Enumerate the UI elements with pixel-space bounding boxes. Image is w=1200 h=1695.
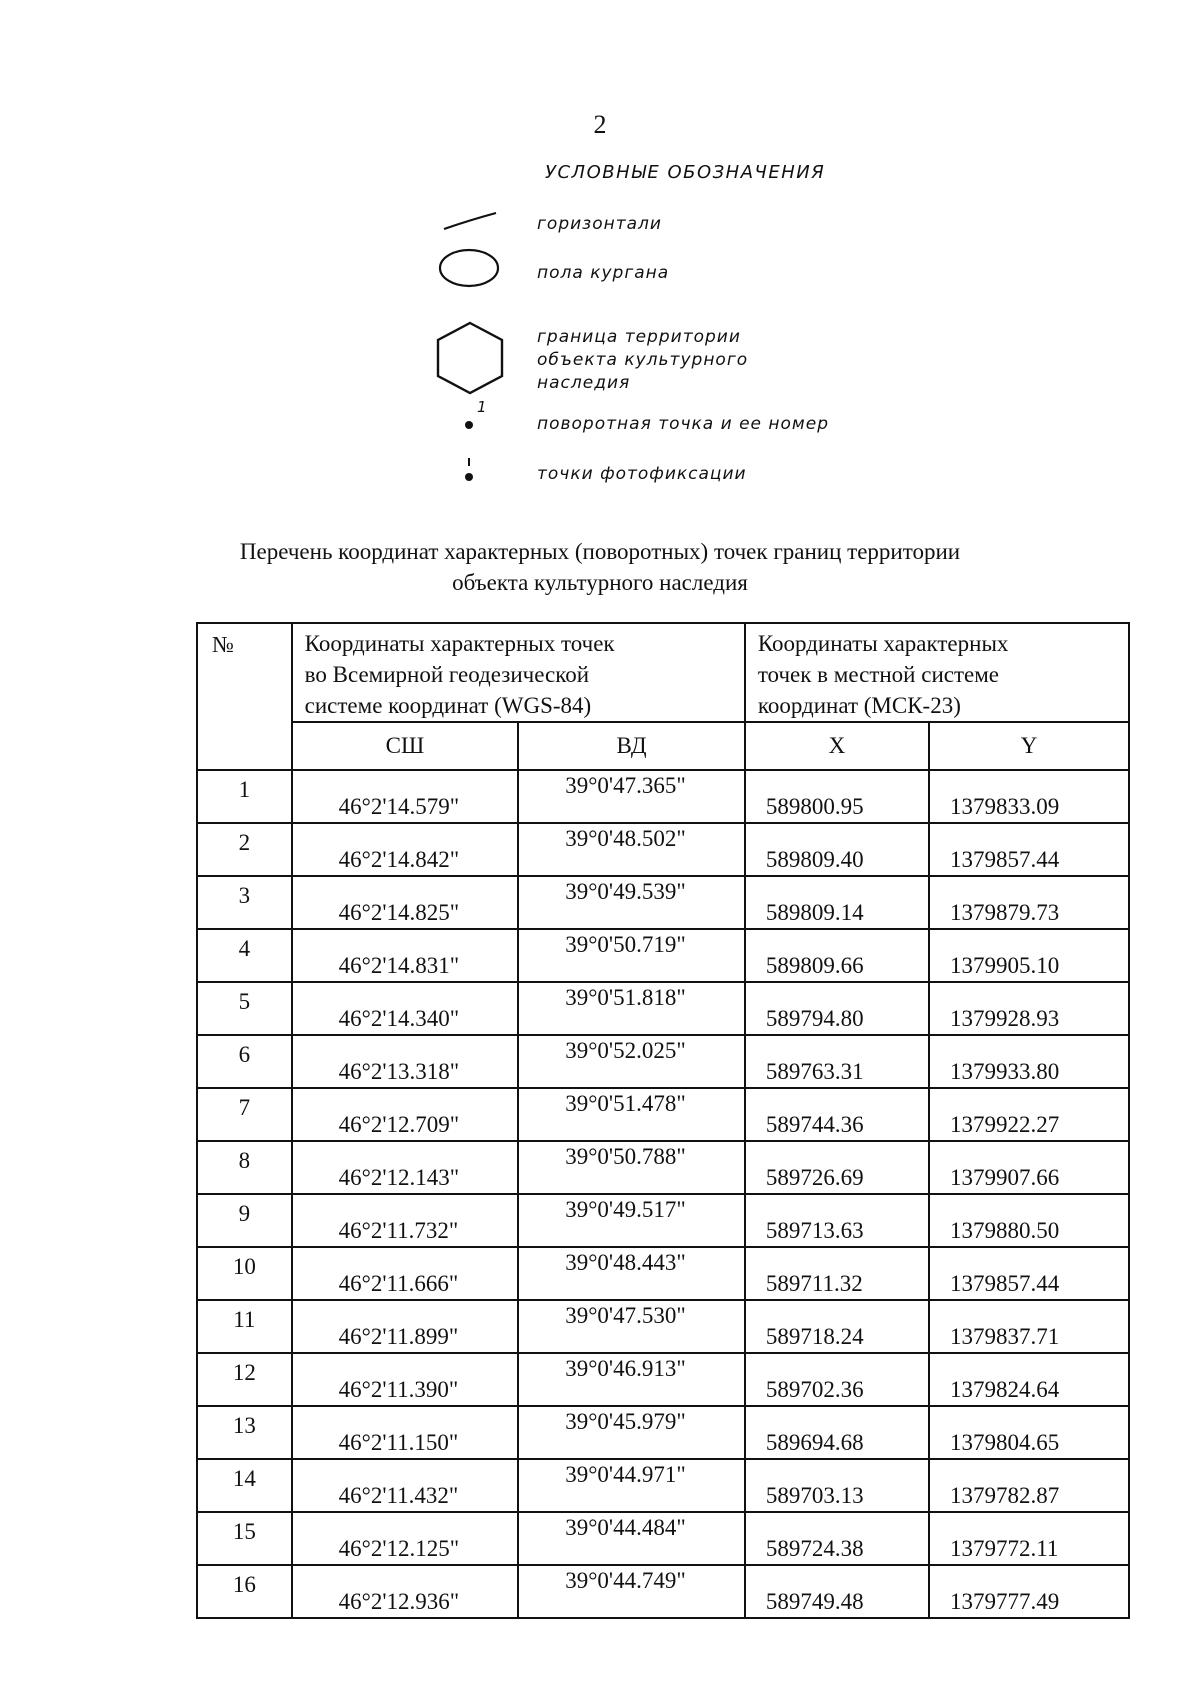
cell-latitude: 46°2'12.143" bbox=[292, 1141, 519, 1194]
cell-latitude: 46°2'14.831" bbox=[292, 929, 519, 982]
cell-x: 589694.68 bbox=[745, 1406, 929, 1459]
cell-longitude: 39°0'49.539" bbox=[518, 876, 745, 929]
boundary-hexagon-icon bbox=[434, 320, 506, 396]
cell-longitude: 39°0'44.484" bbox=[518, 1512, 745, 1565]
cell-latitude: 46°2'11.432" bbox=[292, 1459, 519, 1512]
table-row bbox=[197, 1194, 1129, 1247]
cell-y: 1379804.65 bbox=[929, 1406, 1129, 1459]
cell-x: 589800.95 bbox=[745, 770, 929, 823]
legend-title: УСЛОВНЫЕ ОБОЗНАЧЕНИЯ bbox=[545, 162, 826, 183]
table-row bbox=[197, 982, 1129, 1035]
cell-number: 1 bbox=[197, 770, 292, 823]
cell-x: 589809.14 bbox=[745, 876, 929, 929]
cell-x: 589726.69 bbox=[745, 1141, 929, 1194]
header-wgs84-line-3: системе координат (WGS-84) bbox=[304, 693, 592, 718]
legend-label-boundary bbox=[537, 326, 748, 395]
table-row bbox=[197, 1459, 1129, 1512]
turning-point-icon bbox=[462, 418, 476, 432]
cell-y: 1379928.93 bbox=[929, 982, 1129, 1035]
table-header-row bbox=[197, 623, 1129, 722]
cell-number: 5 bbox=[197, 982, 292, 1035]
cell-y: 1379857.44 bbox=[929, 823, 1129, 876]
cell-number: 2 bbox=[197, 823, 292, 876]
cell-number: 13 bbox=[197, 1406, 292, 1459]
cell-x: 589702.36 bbox=[745, 1353, 929, 1406]
table-row bbox=[197, 1035, 1129, 1088]
cell-latitude: 46°2'11.390" bbox=[292, 1353, 519, 1406]
table-body bbox=[197, 770, 1129, 1618]
table-row bbox=[197, 1247, 1129, 1300]
table-row bbox=[197, 1141, 1129, 1194]
cell-longitude: 39°0'49.517" bbox=[518, 1194, 745, 1247]
header-number: № bbox=[197, 623, 292, 770]
cell-x: 589809.40 bbox=[745, 823, 929, 876]
header-msk23-line-1: Координаты характерных bbox=[757, 631, 1009, 656]
cell-latitude: 46°2'13.318" bbox=[292, 1035, 519, 1088]
turning-point-marker-number: 1 bbox=[477, 398, 487, 416]
cell-number: 10 bbox=[197, 1247, 292, 1300]
cell-x: 589703.13 bbox=[745, 1459, 929, 1512]
mound-floor-ellipse-icon bbox=[436, 246, 502, 290]
cell-y: 1379782.87 bbox=[929, 1459, 1129, 1512]
cell-y: 1379824.64 bbox=[929, 1353, 1129, 1406]
table-row bbox=[197, 929, 1129, 982]
table-row bbox=[197, 1300, 1129, 1353]
header-longitude: ВД bbox=[518, 722, 745, 770]
cell-number: 14 bbox=[197, 1459, 292, 1512]
cell-latitude: 46°2'11.150" bbox=[292, 1406, 519, 1459]
cell-x: 589763.31 bbox=[745, 1035, 929, 1088]
table-row bbox=[197, 876, 1129, 929]
header-wgs84-line-2: во Всемирной геодезической bbox=[304, 662, 590, 687]
cell-number: 11 bbox=[197, 1300, 292, 1353]
cell-y: 1379833.09 bbox=[929, 770, 1129, 823]
legend-label-photo-point: точки фотофиксации bbox=[537, 464, 747, 484]
cell-y: 1379772.11 bbox=[929, 1512, 1129, 1565]
table-row bbox=[197, 823, 1129, 876]
cell-longitude: 39°0'45.979" bbox=[518, 1406, 745, 1459]
cell-x: 589718.24 bbox=[745, 1300, 929, 1353]
cell-x: 589794.80 bbox=[745, 982, 929, 1035]
contour-line-icon bbox=[442, 210, 498, 232]
cell-longitude: 39°0'47.365" bbox=[518, 770, 745, 823]
header-msk23-group bbox=[745, 623, 1129, 722]
legend-label-turning-point: поворотная точка и ее номер bbox=[537, 414, 829, 434]
photo-point-icon bbox=[462, 456, 476, 484]
cell-y: 1379907.66 bbox=[929, 1141, 1129, 1194]
cell-y: 1379880.50 bbox=[929, 1194, 1129, 1247]
cell-y: 1379933.80 bbox=[929, 1035, 1129, 1088]
cell-number: 6 bbox=[197, 1035, 292, 1088]
legend-boundary-line-2: объекта культурного bbox=[537, 350, 749, 370]
cell-number: 15 bbox=[197, 1512, 292, 1565]
cell-longitude: 39°0'51.478" bbox=[518, 1088, 745, 1141]
cell-longitude: 39°0'51.818" bbox=[518, 982, 745, 1035]
cell-longitude: 39°0'52.025" bbox=[518, 1035, 745, 1088]
cell-y: 1379837.71 bbox=[929, 1300, 1129, 1353]
table-caption bbox=[0, 536, 1200, 598]
header-wgs84-group bbox=[292, 623, 745, 722]
cell-number: 12 bbox=[197, 1353, 292, 1406]
table-subheader-row bbox=[197, 722, 1129, 770]
caption-line-2: объекта культурного наследия bbox=[452, 570, 748, 595]
cell-x: 589711.32 bbox=[745, 1247, 929, 1300]
cell-latitude: 46°2'14.579" bbox=[292, 770, 519, 823]
coordinates-table bbox=[196, 622, 1130, 1619]
cell-longitude: 39°0'44.749" bbox=[518, 1565, 745, 1618]
header-wgs84-line-1: Координаты характерных точек bbox=[304, 631, 615, 656]
header-msk23-line-3: координат (МСК-23) bbox=[757, 693, 961, 718]
legend-label-contours: горизонтали bbox=[537, 214, 662, 234]
legend-label-mound-floor: пола кургана bbox=[537, 263, 670, 283]
header-y: Y bbox=[929, 722, 1129, 770]
cell-longitude: 39°0'50.788" bbox=[518, 1141, 745, 1194]
cell-number: 7 bbox=[197, 1088, 292, 1141]
cell-latitude: 46°2'11.666" bbox=[292, 1247, 519, 1300]
cell-y: 1379905.10 bbox=[929, 929, 1129, 982]
cell-y: 1379922.27 bbox=[929, 1088, 1129, 1141]
header-msk23-line-2: точек в местной системе bbox=[757, 662, 999, 687]
table-row bbox=[197, 1353, 1129, 1406]
table-row bbox=[197, 770, 1129, 823]
cell-y: 1379857.44 bbox=[929, 1247, 1129, 1300]
cell-y: 1379879.73 bbox=[929, 876, 1129, 929]
cell-number: 8 bbox=[197, 1141, 292, 1194]
cell-longitude: 39°0'44.971" bbox=[518, 1459, 745, 1512]
cell-longitude: 39°0'46.913" bbox=[518, 1353, 745, 1406]
table-row bbox=[197, 1088, 1129, 1141]
cell-latitude: 46°2'12.936" bbox=[292, 1565, 519, 1618]
cell-x: 589744.36 bbox=[745, 1088, 929, 1141]
legend-boundary-line-1: граница территории bbox=[537, 327, 741, 347]
cell-latitude: 46°2'12.125" bbox=[292, 1512, 519, 1565]
cell-x: 589809.66 bbox=[745, 929, 929, 982]
page-number: 2 bbox=[593, 110, 607, 139]
cell-number: 3 bbox=[197, 876, 292, 929]
cell-number: 9 bbox=[197, 1194, 292, 1247]
cell-y: 1379777.49 bbox=[929, 1565, 1129, 1618]
cell-longitude: 39°0'50.719" bbox=[518, 929, 745, 982]
caption-line-1: Перечень координат характерных (поворотных) точек границ территории bbox=[239, 539, 961, 564]
table-row bbox=[197, 1512, 1129, 1565]
cell-longitude: 39°0'47.530" bbox=[518, 1300, 745, 1353]
cell-number: 16 bbox=[197, 1565, 292, 1618]
cell-latitude: 46°2'11.732" bbox=[292, 1194, 519, 1247]
cell-number: 4 bbox=[197, 929, 292, 982]
cell-latitude: 46°2'12.709" bbox=[292, 1088, 519, 1141]
table-row bbox=[197, 1565, 1129, 1618]
cell-x: 589713.63 bbox=[745, 1194, 929, 1247]
cell-latitude: 46°2'14.340" bbox=[292, 982, 519, 1035]
table-row bbox=[197, 1406, 1129, 1459]
legend-boundary-line-3: наследия bbox=[537, 373, 631, 393]
cell-latitude: 46°2'14.825" bbox=[292, 876, 519, 929]
header-x: X bbox=[745, 722, 929, 770]
cell-latitude: 46°2'11.899" bbox=[292, 1300, 519, 1353]
cell-longitude: 39°0'48.502" bbox=[518, 823, 745, 876]
cell-longitude: 39°0'48.443" bbox=[518, 1247, 745, 1300]
cell-latitude: 46°2'14.842" bbox=[292, 823, 519, 876]
header-latitude: СШ bbox=[292, 722, 519, 770]
cell-x: 589724.38 bbox=[745, 1512, 929, 1565]
cell-x: 589749.48 bbox=[745, 1565, 929, 1618]
